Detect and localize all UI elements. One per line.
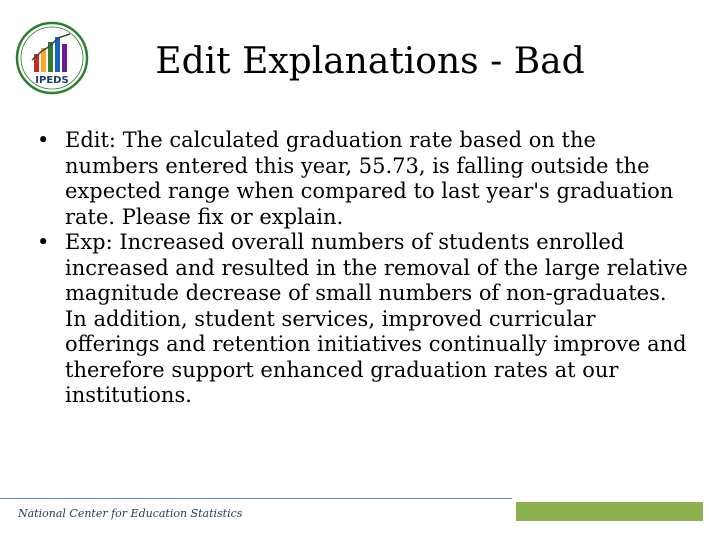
footer-accent-bar [516,502,703,521]
ipeds-logo-icon [14,20,90,96]
footer [0,498,512,523]
bullet-text: Edit: The calculated graduation rate based on the numbers entered this year, 55.73, is falling outside the expected range when compared to last year's graduation rate. Please fix or explain. [65,128,674,229]
bullet-text: Exp: Increased overall numbers of students enrolled increased and resulted in the removal of the large relative magnitude decrease of small numbers of non-graduates. In addition, student services, improved curricular offerings and retention initiatives continually improve and therefore support enhanced graduation rates at our institutions. [65,230,688,407]
bullet-item-edit [34,128,694,230]
slide-title: Edit Explanations - Bad [155,41,585,82]
bullet-marker: • [37,128,50,152]
logo-text: IPEDS [35,75,69,86]
ipeds-logo [14,20,90,96]
bullet-list [34,128,694,409]
footer-text: National Center for Education Statistics [18,507,243,520]
bullet-marker: • [37,230,50,254]
bullet-item-explanation [34,230,694,409]
